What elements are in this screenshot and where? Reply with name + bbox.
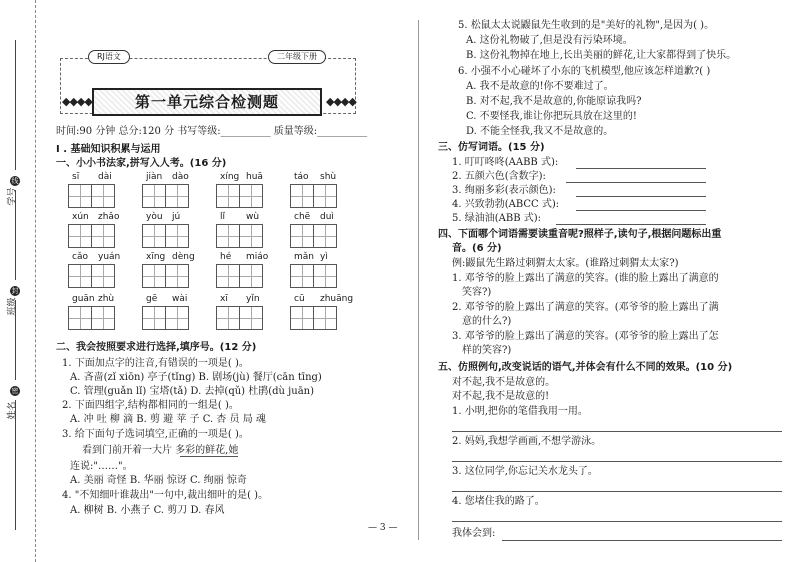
pinyin-syllable: cū (294, 294, 305, 304)
pinyin-syllable: gē (146, 294, 158, 304)
pinyin-syllable: zhuāng (320, 294, 354, 304)
class-label: 班级 (7, 297, 18, 316)
question-text: 4. "不知细叶谁裁出"一句中,裁出细叶的是( )。 (62, 490, 269, 501)
binding-margin (0, 0, 36, 562)
question-text: 2. 下面四组字,结构都相同的一组是( )。 (62, 400, 239, 411)
writing-grid[interactable] (142, 184, 188, 208)
option-text: A. 这份礼物破了,但是没有污染环境。 (466, 35, 633, 46)
pinyin-syllable: huā (246, 172, 263, 182)
pinyin-syllable: wù (246, 212, 260, 222)
question-text: 连说:"……"。 (70, 461, 133, 472)
answer-line[interactable] (502, 540, 782, 541)
option-text: C. 不要怪我,谁让你把玩具放在这里的! (466, 111, 637, 122)
pinyin-syllable: jú (172, 212, 181, 222)
tian-cell[interactable] (68, 306, 92, 330)
tian-cell[interactable] (239, 224, 263, 248)
pinyin-syllable: yòu (146, 212, 163, 222)
tian-cell[interactable] (91, 224, 115, 248)
pinyin-syllable: xíng (220, 172, 240, 182)
tian-cell[interactable] (313, 306, 337, 330)
pinyin-syllable: cǎo (72, 252, 88, 262)
column-divider (418, 20, 419, 540)
writing-grid[interactable] (216, 306, 262, 330)
pinyin-syllable: lǐ (220, 212, 226, 222)
binding-dot: 封 (11, 287, 19, 295)
page-title: 第一单元综合检测题 (92, 88, 322, 116)
answer-line[interactable] (452, 521, 782, 522)
question-heading: 五、仿照例句,改变说话的语气,并体会有什么不同的效果。(10 分) (438, 362, 733, 373)
answer-line[interactable] (452, 431, 782, 432)
pinyin-syllable: yì (320, 252, 328, 262)
tian-cell[interactable] (165, 224, 189, 248)
option-text: C. 管理(guǎn lǐ) 宝塔(tǎ) D. 去掉(qǔ) 杜鹃(dù juān) (70, 386, 315, 397)
writing-grid[interactable] (142, 224, 188, 248)
writing-grid[interactable] (68, 264, 114, 288)
question-text: 1. 叮叮咚咚(AABB 式): (452, 157, 559, 168)
question-heading: 四、下面哪个词语需要读重音呢?照样子,读句子,根据问题标出重 (438, 229, 722, 240)
pinyin-syllable: zhù (98, 294, 115, 304)
pinyin-syllable: dèng (172, 252, 195, 262)
option-text: B. 对不起,我不是故意的,你能原谅我吗? (466, 96, 642, 107)
tian-cell[interactable] (68, 264, 92, 288)
option-text: A. 吝啬(zǐ xiōn) 亭子(tǐng) B. 剧场(jù) 餐厅(cān tīng) (70, 372, 322, 383)
pinyin-syllable: hé (220, 252, 232, 262)
edition-tag: RJ语文 (88, 50, 130, 64)
writing-grid[interactable] (142, 306, 188, 330)
tian-cell[interactable] (313, 184, 337, 208)
tian-cell[interactable] (239, 264, 263, 288)
binding-line (15, 40, 16, 170)
answer-blank[interactable] (576, 196, 706, 197)
pinyin-syllable: mǎn (294, 252, 314, 262)
question-text: 2. 妈妈,我想学画画,不想学游泳。 (452, 436, 602, 447)
name-label: 姓名 (7, 401, 18, 420)
question-text: 笑容?) (462, 287, 492, 298)
question-text: 2. 邓爷爷的脸上露出了满意的笑容。(邓爷爷的脸上露出了满 (452, 302, 719, 313)
tian-cell[interactable] (165, 264, 189, 288)
writing-grid[interactable] (216, 184, 262, 208)
tian-cell[interactable] (216, 264, 240, 288)
writing-grid[interactable] (142, 264, 188, 288)
question-heading: 二、我会按照要求进行选择,填序号。(12 分) (56, 342, 257, 353)
question-heading-cont: 音。(6 分) (452, 243, 502, 254)
tian-cell[interactable] (142, 224, 166, 248)
example-text: 对不起,我不是故意的。 (452, 377, 556, 388)
tian-cell[interactable] (142, 264, 166, 288)
student-no-label: 学号 (7, 187, 18, 206)
writing-grid[interactable] (290, 184, 336, 208)
question-text: 4. 兴致勃勃(ABCC 式): (452, 199, 560, 210)
pinyin-syllable: sī (72, 172, 80, 182)
part-heading: Ⅰ . 基础知识积累与运用 (56, 144, 161, 155)
writing-grid[interactable] (290, 306, 336, 330)
pinyin-syllable: xī (220, 294, 228, 304)
answer-blank[interactable] (566, 182, 706, 183)
question-heading: 一、小小书法家,拼写入人考。(16 分) (56, 158, 227, 169)
question-text: 5. 松鼠太太说鼹鼠先生收到的是"美好的礼物",是因为( )。 (458, 20, 715, 31)
pinyin-syllable: shù (320, 172, 337, 182)
tian-cell[interactable] (239, 306, 263, 330)
pinyin-syllable: duì (320, 212, 334, 222)
answer-blank[interactable] (576, 168, 706, 169)
writing-grid[interactable] (68, 184, 114, 208)
tian-cell[interactable] (239, 184, 263, 208)
tian-cell[interactable] (290, 224, 314, 248)
binding-dot: 密 (11, 387, 19, 395)
tian-cell[interactable] (91, 306, 115, 330)
question-text: 样的笑容?) (462, 345, 512, 356)
diamond-ornament-right: ◆◆◆◆ (326, 95, 356, 108)
pinyin-syllable: xún (72, 212, 89, 222)
answer-blank[interactable] (576, 210, 706, 211)
pinyin-syllable: chē (294, 212, 311, 222)
question-text: 3. 绚丽多彩(表示颜色): (452, 185, 556, 196)
tian-cell[interactable] (91, 264, 115, 288)
question-text: 1. 小明,把你的笔借我用一用。 (452, 406, 588, 417)
question-text: 1. 邓爷爷的脸上露出了满意的笑容。(谁的脸上露出了满意的 (452, 273, 719, 284)
option-text: A. 我不是故意的!你不要难过了。 (466, 81, 614, 92)
tian-cell[interactable] (165, 306, 189, 330)
pinyin-syllable: guān (72, 294, 95, 304)
answer-line[interactable] (452, 491, 782, 492)
answer-blank[interactable] (556, 224, 706, 225)
question-text: 1. 下面加点字的注音,有错误的一项是( )。 (62, 358, 249, 369)
tian-cell[interactable] (216, 224, 240, 248)
tian-cell[interactable] (165, 184, 189, 208)
page-number: — 3 — (368, 523, 398, 533)
writing-grid[interactable] (290, 264, 336, 288)
pinyin-syllable: miáo (246, 252, 269, 262)
question-text: 3. 邓爷爷的脸上露出了满意的笑容。(邓爷爷的脸上露出了怎 (452, 331, 719, 342)
option-text: A. 冲 吐 柳 滴 B. 剪 避 苹 子 C. 杏 员 局 魂 (70, 414, 266, 425)
tian-cell[interactable] (68, 224, 92, 248)
writing-grid[interactable] (216, 224, 262, 248)
pinyin-syllable: jiàn (146, 172, 163, 182)
tian-cell[interactable] (91, 184, 115, 208)
answer-line[interactable] (452, 461, 782, 462)
tian-cell[interactable] (216, 306, 240, 330)
pinyin-syllable: táo (294, 172, 309, 182)
option-text: A. 柳树 B. 小燕子 C. 剪刀 D. 春风 (70, 505, 225, 516)
tian-cell[interactable] (216, 184, 240, 208)
question-text: 3. 这位同学,你忘记关水龙头了。 (452, 466, 598, 477)
tian-cell[interactable] (142, 306, 166, 330)
question-text: 意的什么?) (462, 316, 512, 327)
question-text: 6. 小强不小心碰坏了小东的飞机模型,他应该怎样道歉?( ) (458, 66, 711, 77)
binding-dot: 线 (11, 177, 19, 185)
question-heading: 三、仿写词语。(15 分) (438, 142, 545, 153)
diamond-ornament-left: ◆◆◆◆ (62, 95, 92, 108)
tian-cell[interactable] (68, 184, 92, 208)
question-text: 3. 给下面句子选词填空,正确的一项是( )。 (62, 429, 249, 440)
answer-blank[interactable] (180, 456, 238, 457)
pinyin-syllable: yuán (98, 252, 121, 262)
question-text: 4. 您堵住我的路了。 (452, 496, 545, 507)
tian-cell[interactable] (313, 224, 337, 248)
writing-grid[interactable] (216, 264, 262, 288)
pinyin-syllable: zhǎo (98, 212, 120, 222)
question-text: 2. 五颜六色(含数字): (452, 171, 546, 182)
question-text: 看到门前开着一大片 多彩的鲜花,她 (82, 445, 239, 456)
pinyin-syllable: xīng (146, 252, 166, 262)
example-text: 对不起,我不是故意的! (452, 391, 550, 402)
conclusion-label: 我体会到: (452, 528, 496, 539)
tian-cell[interactable] (290, 184, 314, 208)
question-text: 5. 绿油油(ABB 式): (452, 213, 541, 224)
pinyin-syllable: yǐn (246, 294, 260, 304)
option-text: B. 这份礼物掉在地上,长出美丽的鲜花,让大家都得到了快乐。 (466, 50, 737, 61)
grade-tag: 二年级下册 (268, 50, 326, 64)
example-text: 例:鼹鼠先生路过刺猬太太家。(谁路过刺猬太太家?) (452, 258, 679, 269)
pinyin-syllable: dào (172, 172, 189, 182)
tian-cell[interactable] (313, 264, 337, 288)
writing-grid[interactable] (290, 224, 336, 248)
option-text: A. 美丽 奇怪 B. 华丽 惊讶 C. 绚丽 惊奇 (70, 475, 247, 486)
tian-cell[interactable] (290, 306, 314, 330)
option-text: D. 不能全怪我,我又不是故意的。 (466, 126, 614, 137)
tian-cell[interactable] (290, 264, 314, 288)
pinyin-syllable: dài (98, 172, 112, 182)
writing-grid[interactable] (68, 306, 114, 330)
tian-cell[interactable] (142, 184, 166, 208)
exam-info: 时间:90 分钟 总分:120 分 书写等级:__________ 质量等级:__________ (56, 126, 368, 137)
pinyin-syllable: wài (172, 294, 188, 304)
writing-grid[interactable] (68, 224, 114, 248)
